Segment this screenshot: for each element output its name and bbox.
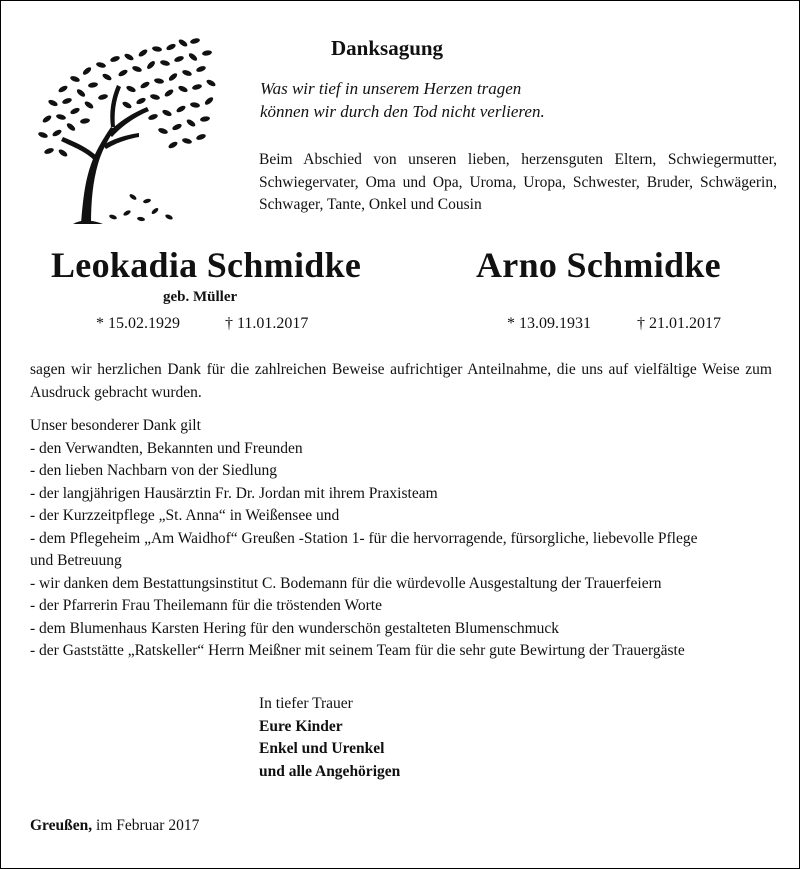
list-item: - der Gaststätte „Ratskeller“ Herrn Meißner mit seinem Team für die sehr gute Bewirtung der Trauergäste [30, 642, 685, 659]
footer-place: Greußen, [30, 817, 93, 834]
closing-line: In tiefer Trauer [259, 695, 353, 712]
death-date-1: † 11.01.2017 [225, 315, 309, 332]
quote-line-1: Was wir tief in unserem Herzen tragen [260, 79, 522, 98]
list-item: - dem Pflegeheim „Am Waidhof“ Greußen -Station 1- für die hervorragende, fürsorgliche, liebevolle Pflege [30, 529, 698, 547]
special-thanks-section [30, 415, 772, 663]
maiden-name: geb. Müller [163, 289, 238, 305]
deceased-name-1: Leokadia Schmidke [51, 245, 362, 285]
special-thanks-list [30, 438, 772, 663]
deceased-name-2: Arno Schmidke [476, 245, 721, 285]
closing-signatory: Eure Kinder [259, 717, 343, 735]
list-item: - den lieben Nachbarn von der Siedlung [30, 462, 278, 479]
list-item: - der Kurzzeitpflege „St. Anna“ in Weißensee und [30, 507, 340, 524]
quote-line-2: können wir durch den Tod nicht verlieren. [260, 102, 545, 121]
list-item: - den Verwandten, Bekannten und Freunden [30, 439, 303, 457]
closing-signatory: Enkel und Urenkel [259, 740, 385, 757]
page-title: Danksagung [331, 36, 444, 60]
footer-date: im Februar 2017 [96, 817, 200, 834]
birth-date-1: * 15.02.1929 [96, 315, 180, 332]
list-item: - der Pfarrerin Frau Theilemann für die tröstenden Worte [30, 597, 382, 614]
death-date-2: † 21.01.2017 [637, 315, 721, 332]
birth-date-2: * 13.09.1931 [507, 315, 591, 332]
intro-text: Beim Abschied von unseren lieben, herzensguten Eltern, Schwiegermutter, Schwiegervater, Oma und Opa, Uroma, Uropa, Schwester, Bruder, Schwägerin, Schwager, Tante, Onkel und Cousin [259, 151, 777, 213]
list-item: - wir danken dem Bestattungsinstitut C. Bodemann für die würdevolle Ausgestaltung der Trauerfeiern [30, 574, 662, 592]
closing-signatory: und alle Angehörigen [259, 762, 401, 780]
list-item: - dem Blumenhaus Karsten Hering für den wunderschön gestalteten Blumenschmuck [30, 619, 560, 637]
windblown-tree-icon [23, 29, 223, 229]
list-item: - der langjährigen Hausärztin Fr. Dr. Jordan mit ihrem Praxisteam [30, 484, 438, 502]
list-item-continuation: und Betreuung [30, 552, 122, 569]
thanks-paragraph: sagen wir herzlichen Dank für die zahlreichen Beweise aufrichtiger Anteilnahme, die uns auf vielfältige Weise zum Ausdruck gebracht wurden. [30, 361, 772, 401]
closing-block [259, 693, 400, 783]
footer-place-date [30, 817, 199, 835]
special-thanks-heading: Unser besonderer Dank gilt [30, 417, 201, 434]
